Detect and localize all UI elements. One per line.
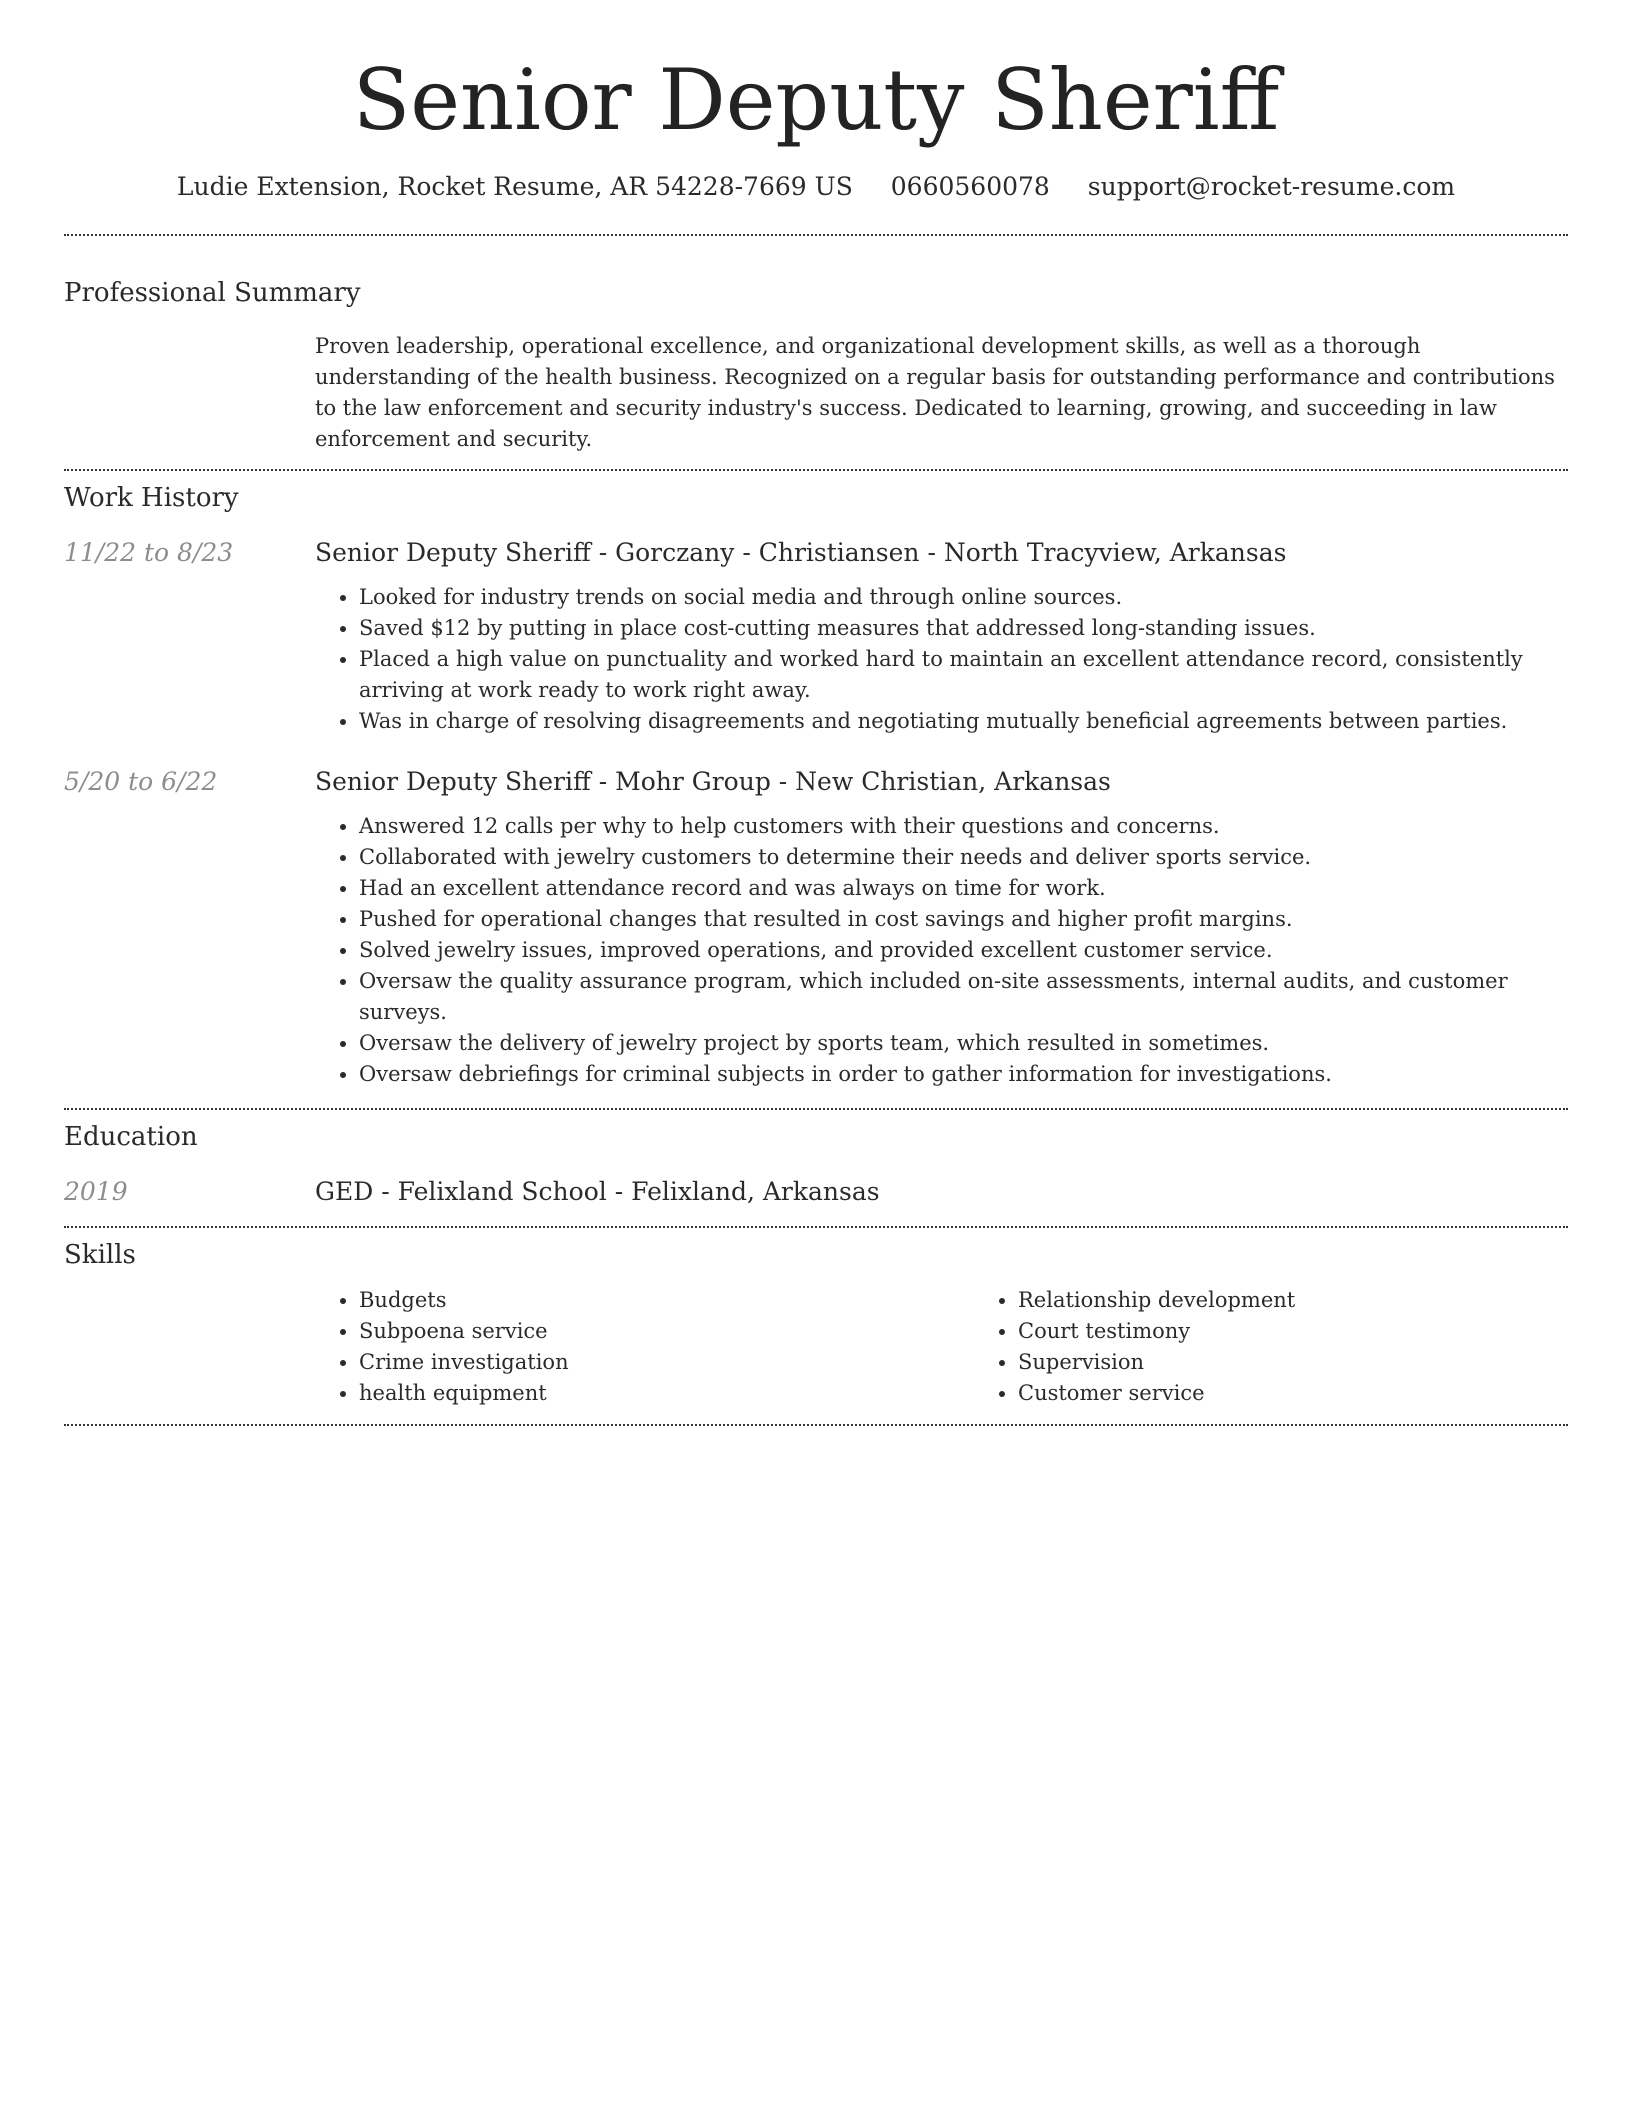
- divider: [64, 1226, 1568, 1228]
- job-content: [315, 538, 1568, 737]
- skills-columns: [315, 1285, 1632, 1409]
- list-item: • Oversaw the delivery of jewelry project by sports team, which resulted in sometimes.: [359, 1028, 1568, 1059]
- summary-text: Proven leadership, operational excellence, and organizational development skills, as well as a thorough understanding of the health business. Recognized on a regular basis for outstanding performance and contributions to the law enforcement and security industry's success. Dedicated to learning, growing, and succeeding in law enforcement and security.: [315, 334, 1555, 451]
- list-item: • Answered 12 calls per why to help customers with their questions and concerns.: [359, 811, 1568, 842]
- list-item: • Placed a high value on punctuality and worked hard to maintain an excellent attendance record, consistently arriving at work ready to work right away.: [359, 644, 1568, 706]
- list-item: • Solved jewelry issues, improved operations, and provided excellent customer service.: [359, 935, 1568, 966]
- divider: [64, 1424, 1568, 1426]
- skills-list-left: [315, 1285, 974, 1409]
- job-role: Senior Deputy Sheriff: [315, 767, 591, 796]
- job-details: - Mohr Group - New Christian, Arkansas: [590, 767, 1111, 796]
- contact-address: Ludie Extension, Rocket Resume, AR 54228-7669 US: [176, 172, 853, 201]
- list-item: • Looked for industry trends on social media and through online sources.: [359, 582, 1568, 613]
- list-item: • Collaborated with jewelry customers to determine their needs and deliver sports service.: [359, 842, 1568, 873]
- job-details: - Gorczany - Christiansen - North Tracyview, Arkansas: [590, 538, 1287, 567]
- job-bullets: [315, 582, 1568, 737]
- job-dates: 11/22 to 8/23: [64, 538, 234, 567]
- job-title: [315, 538, 1568, 567]
- education-entry: [64, 1177, 1568, 1206]
- section-title-work: Work History: [64, 483, 239, 513]
- job-content: [315, 767, 1568, 1090]
- list-item: • Oversaw the quality assurance program, which included on-site assessments, internal audits, and customer surveys.: [359, 966, 1568, 1028]
- education-year: 2019: [64, 1177, 128, 1206]
- contact-phone: 0660560078: [890, 172, 1050, 201]
- job-bullets: [315, 811, 1568, 1090]
- section-title-education: Education: [64, 1122, 198, 1152]
- divider: [64, 234, 1568, 236]
- skills-row: [64, 1285, 1568, 1409]
- job-entry: [64, 538, 1568, 737]
- resume-page: [64, 0, 1568, 1426]
- education-degree: GED: [315, 1177, 374, 1206]
- list-item: • Saved $12 by putting in place cost-cutting measures that addressed long-standing issues.: [359, 613, 1568, 644]
- skill-item: • Subpoena service: [359, 1316, 974, 1347]
- divider: [64, 1108, 1568, 1110]
- job-entry: [64, 767, 1568, 1090]
- job-role: Senior Deputy Sheriff: [315, 538, 591, 567]
- section-title-skills: Skills: [64, 1240, 136, 1270]
- job-title: [315, 767, 1568, 796]
- skill-item: • Court testimony: [1018, 1316, 1632, 1347]
- skill-item: • Budgets: [359, 1285, 974, 1316]
- skill-item: • Crime investigation: [359, 1347, 974, 1378]
- list-item: • Pushed for operational changes that resulted in cost savings and higher profit margins.: [359, 904, 1568, 935]
- summary-row: [64, 331, 1568, 455]
- education-title: [315, 1177, 1568, 1206]
- skill-item: • health equipment: [359, 1378, 974, 1409]
- list-item: • Had an excellent attendance record and was always on time for work.: [359, 873, 1568, 904]
- contact-email: support@rocket-resume.com: [1087, 172, 1456, 201]
- skill-item: • Supervision: [1018, 1347, 1632, 1378]
- education-details: - Felixland School - Felixland, Arkansas: [373, 1177, 880, 1206]
- resume-name: Senior Deputy Sheriff: [352, 51, 1280, 149]
- list-item: • Oversaw debriefings for criminal subjects in order to gather information for investigations.: [359, 1059, 1568, 1090]
- divider: [64, 469, 1568, 471]
- section-title-summary: Professional Summary: [64, 278, 361, 308]
- job-dates: 5/20 to 6/22: [64, 767, 218, 796]
- contact-line: [64, 172, 1568, 201]
- list-item: • Was in charge of resolving disagreements and negotiating mutually beneficial agreements between parties.: [359, 706, 1568, 737]
- skill-item: • Relationship development: [1018, 1285, 1632, 1316]
- skill-item: • Customer service: [1018, 1378, 1632, 1409]
- skills-list-right: [974, 1285, 1632, 1409]
